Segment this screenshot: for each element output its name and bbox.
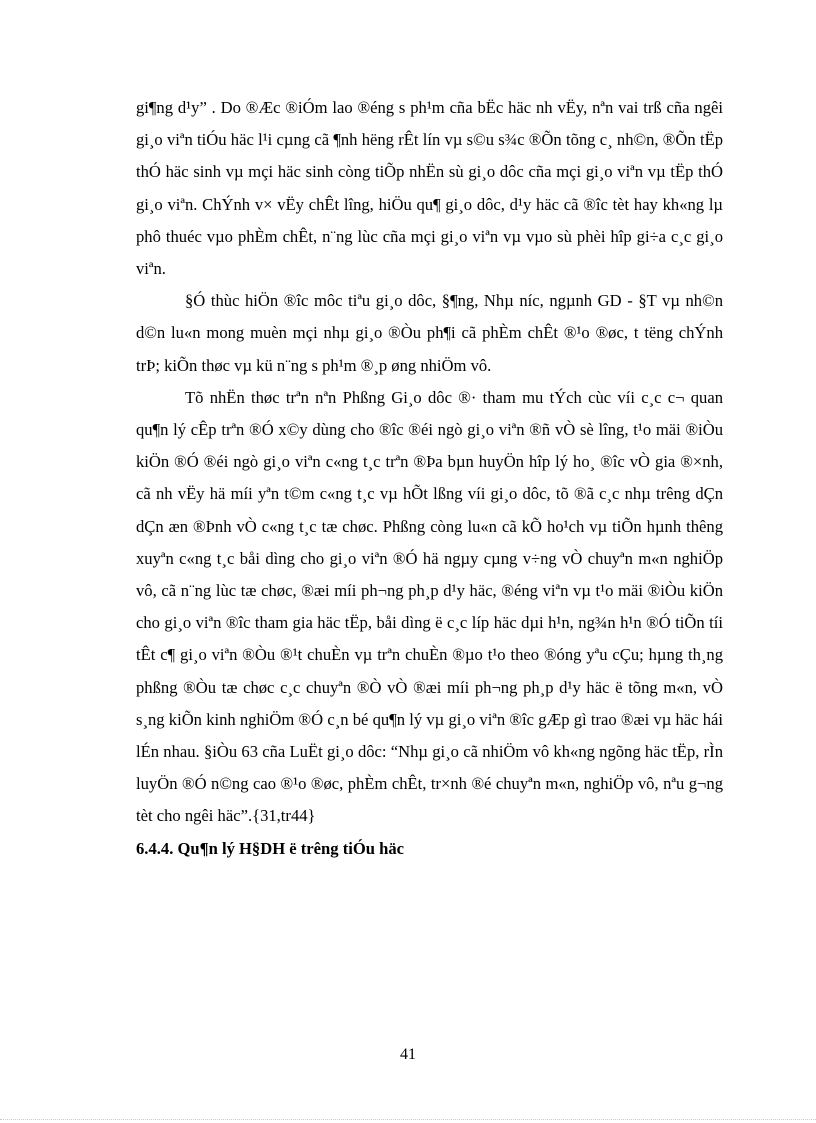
paragraph-1: gi¶ng d¹y” . Do ®Æc ®iÓm lao ®éng s ph¹m cña bËc häc nh vËy, nªn vai trß cña ngêi gi¸o viªn tiÓu häc l¹i cµng cã ¶nh hëng rÊt lín vµ s©u s¾c ®Õn tõng c¸ nh©n, ®Õn tËp thÓ häc sinh vµ mçi häc sinh còng tiÕp nhËn sù gi¸o dôc cña mçi gi¸o viªn vµ tËp thÓ gi¸o viªn. ChÝnh v× vËy chÊt lîng, hiÖu qu¶ gi¸o dôc, d¹y häc cã ®îc tèt hay kh«ng lµ phô thuéc vµo phÈm chÊt, n¨ng lùc cña mçi gi¸o viªn vµ vµo sù phèi hîp gi÷a c¸c gi¸o viªn.: [136, 98, 723, 279]
paragraph-2: §Ó thùc hiÖn ®îc môc tiªu gi¸o dôc, §¶ng, Nhµ níc, ngµnh GD - §T vµ nh©n d©n lu«n mong muèn mçi nhµ gi¸o ®Òu ph¶i cã phÈm chÊt ®¹o ®øc, t tëng chÝnh trÞ; kiÕn thøc vµ kü n¨ng s ph¹m ®¸p øng nhiÖm vô.: [136, 291, 723, 375]
page-bottom-divider: [0, 1119, 816, 1120]
page-number: 41: [400, 1046, 416, 1063]
section-heading: 6.4.4. Qu¶n lý H§DH ë trêng tiÓu häc: [136, 838, 405, 858]
body-text: [136, 92, 723, 865]
paragraph-3: Tõ nhËn thøc trªn nªn Phßng Gi¸o dôc ®· tham mu tÝch cùc víi c¸c c¬ quan qu¶n lý cÊp trªn ®Ó x©y dùng cho ®îc ®éi ngò gi¸o viªn ®ñ vÒ sè lîng, t¹o mäi ®iÒu kiÖn ®Ó ®éi ngò gi¸o viªn c«ng t¸c trªn ®Þa bµn huyÖn hîp lý ho¸ ®îc vÒ gia ®×nh, cã nh vËy hä míi yªn t©m c«ng t¸c vµ hÕt lßng víi gi¸o dôc, tõ ®ã c¸c nhµ trêng dÇn dÇn æn ®Þnh vÒ c«ng t¸c tæ chøc. Phßng còng lu«n cã kÕ ho¹ch vµ tiÕn hµnh thêng xuyªn c«ng t¸c båi dìng cho gi¸o viªn ®Ó hä ngµy cµng v÷ng vÒ chuyªn m«n nghiÖp vô, cã n¨ng lùc tæ chøc, ®æi míi ph¬ng ph¸p d¹y häc, ®éng viªn vµ t¹o mäi ®iÒu kiÖn cho gi¸o viªn ®îc tham gia häc tËp, båi dìng ë c¸c líp häc dµi h¹n, ng¾n h¹n ®Ó tiÕn tíi tÊt c¶ gi¸o viªn ®Òu ®¹t chuÈn vµ trªn chuÈn ®µo t¹o theo ®óng yªu cÇu; hµng th¸ng phßng ®Òu tæ chøc c¸c chuyªn ®Ò vÒ ®æi míi ph¬ng ph¸p d¹y häc ë tõng m«n, vÒ s¸ng kiÕn kinh nghiÖm ®Ó c¸n bé qu¶n lý vµ gi¸o viªn ®îc gÆp gì trao ®æi vµ häc hái lÉn nhau. §iÒu 63 cña LuËt gi¸o dôc: “Nhµ gi¸o cã nhiÖm vô kh«ng ngõng häc tËp, rÌn luyÖn ®Ó n©ng cao ®¹o ®øc, phÈm chÊt, tr×nh ®é chuyªn m«n, nghiÖp vô, nªu g¬ng tèt cho ngêi häc”.{31,tr44}: [136, 387, 723, 826]
